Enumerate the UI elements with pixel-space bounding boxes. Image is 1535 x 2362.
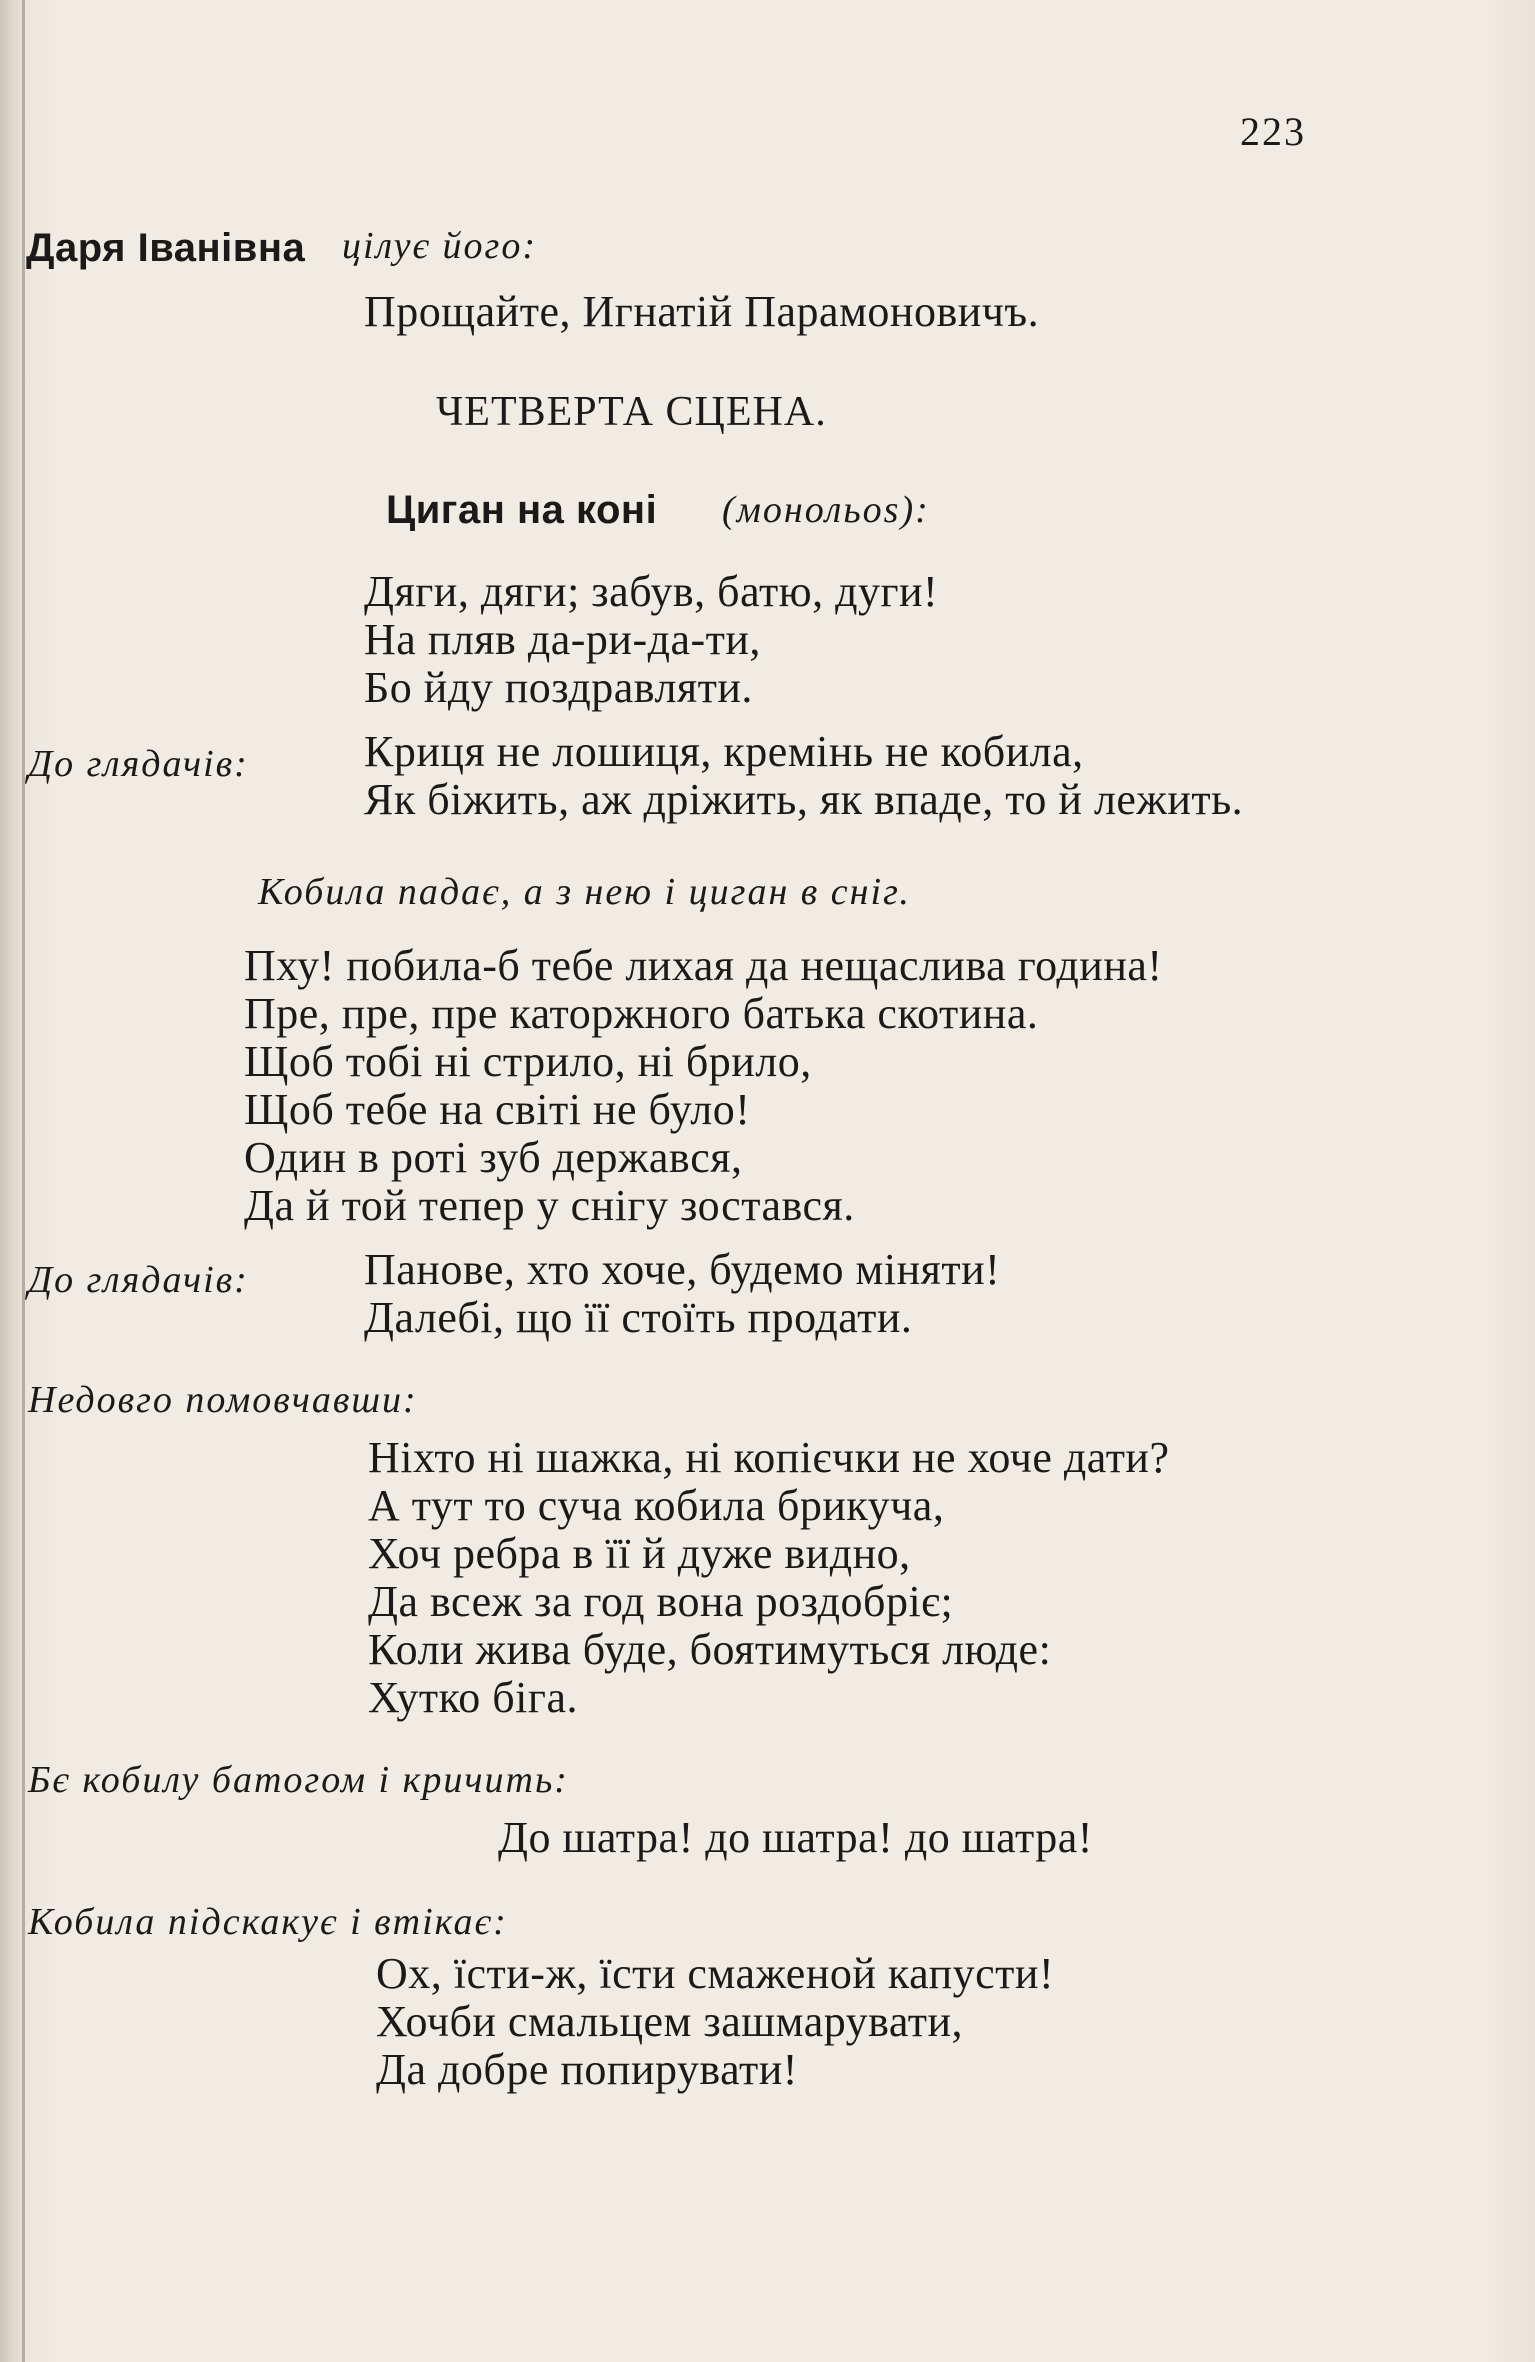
verse-line: На пляв да-ри-да-ти,	[364, 615, 761, 664]
verse-line: Ніхто ні шажка, ні копієчки не хоче дати?	[368, 1433, 1170, 1482]
verse-line: А тут то суча кобила брикуча,	[368, 1481, 945, 1530]
verse-line: Хоч ребра в її й дуже видно,	[368, 1529, 911, 1578]
verse-line: Бо йду поздравляти.	[364, 663, 753, 712]
stage-direction-runs-away: Кобила підскакує і втікає:	[28, 1901, 508, 1943]
verse-line: Щоб тобі ні стрило, ні брило,	[244, 1037, 812, 1086]
verse-line: Один в роті зуб державcя,	[244, 1133, 743, 1182]
page-number: 223	[1240, 109, 1306, 154]
speaker-name-darya: Даря Іванівна	[26, 226, 306, 270]
speaker-name-gypsy: Циган на коні	[386, 488, 658, 532]
stage-direction-falls: Кобила падає, а з нею і циган в сніг.	[258, 871, 911, 913]
verse-block-4	[376, 1950, 1054, 2094]
stage-direction-whips: Бє кобилу батогом і кричить:	[28, 1759, 569, 1801]
scene-heading: ЧЕТВЕРТА СЦЕНА.	[436, 389, 827, 435]
shout-line: До шатра! до шатра! до шатра!	[498, 1813, 1093, 1862]
aside-verse-2	[364, 1246, 1000, 1342]
verse-line: Дяги, дяги; забув, батю, дуги!	[364, 567, 939, 616]
stage-direction-kisses: цілує його:	[342, 225, 538, 267]
verse-line: Да й той тепер у снігу зостався.	[244, 1181, 855, 1230]
stage-direction-monologue: (монольоѕ):	[722, 489, 930, 531]
aside-label-1: До глядачів:	[28, 743, 249, 785]
verse-line: Пху! побила-б тебе лихая да нещаслива година!	[244, 941, 1163, 990]
verse-line: Ох, їсти-ж, їсти смаженой капусти!	[376, 1949, 1055, 1998]
verse-block-2	[244, 942, 1163, 1230]
page-gutter	[22, 0, 25, 2362]
aside-verse-1	[364, 728, 1243, 824]
stage-direction-silence: Недовго помовчавши:	[28, 1379, 418, 1421]
verse-line: Да добре попирувати!	[376, 2045, 798, 2094]
verse-line: Як біжить, аж дріжить, як впаде, то й лежить.	[364, 775, 1244, 824]
verse-line: Далебі, що її стоїть продати.	[364, 1293, 913, 1342]
verse-block-1	[364, 568, 938, 712]
verse-line: Пре, пре, пре каторжного батька скотина.	[244, 989, 1039, 1038]
verse-line: Коли жива буде, боятимуться люде:	[368, 1625, 1052, 1674]
verse-block-3	[368, 1434, 1170, 1722]
verse-line: Хутко біга.	[368, 1673, 578, 1722]
verse-line: Панове, хто хоче, будемо міняти!	[364, 1245, 1001, 1294]
verse-line: Криця не лошиця, кремінь не кобила,	[364, 727, 1084, 776]
aside-label-2: До глядачів:	[28, 1259, 249, 1301]
dialogue-line-farewell: Прощайте, Игнатій Парамоновичъ.	[364, 287, 1040, 336]
verse-line: Хочби смальцем зашмарувати,	[376, 1997, 964, 2046]
verse-line: Да всеж за год вона роздобріє;	[368, 1577, 954, 1626]
verse-line: Щоб тебе на світі не було!	[244, 1085, 751, 1134]
